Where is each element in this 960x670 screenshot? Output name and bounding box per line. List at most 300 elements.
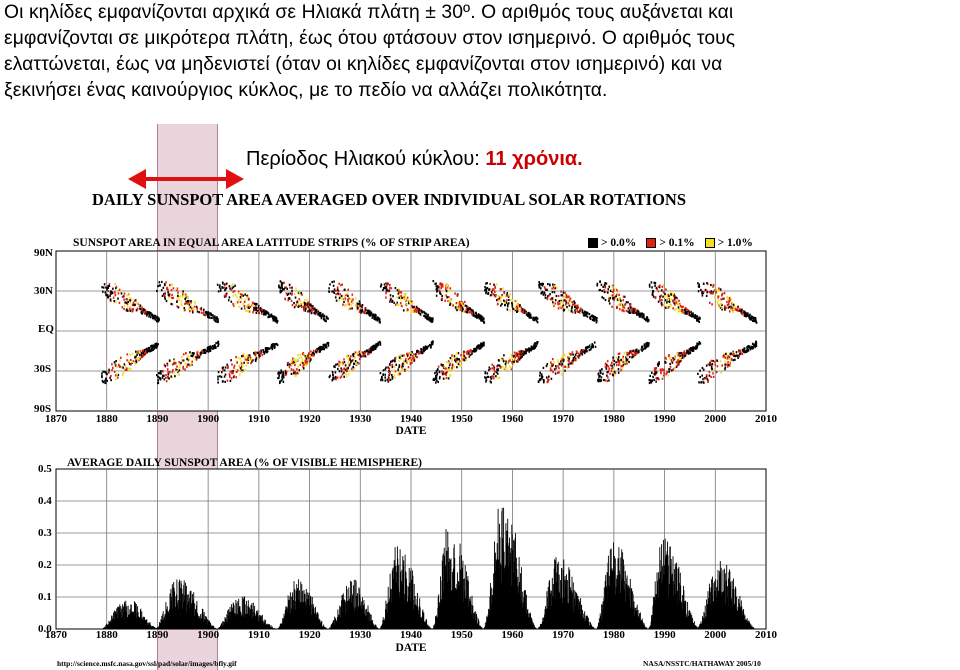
butterfly-cell bbox=[398, 304, 400, 306]
butterfly-cell bbox=[609, 286, 611, 288]
butterfly-cell bbox=[110, 379, 112, 381]
butterfly-cell bbox=[555, 302, 557, 304]
butterfly-cell bbox=[603, 379, 605, 381]
butterfly-cell bbox=[497, 368, 499, 370]
butterfly-cell bbox=[210, 346, 212, 348]
butterfly-cell bbox=[283, 376, 285, 378]
butterfly-cell bbox=[568, 360, 570, 362]
butterfly-cell bbox=[403, 309, 405, 311]
butterfly-cell bbox=[164, 378, 166, 380]
butterfly-cell bbox=[719, 307, 721, 309]
butterfly-cell bbox=[401, 305, 403, 307]
butterfly-cell bbox=[128, 360, 130, 362]
xaxis-tick-label: 1910 bbox=[247, 413, 270, 425]
butterfly-cell bbox=[225, 366, 227, 368]
butterfly-cell bbox=[111, 363, 113, 365]
butterfly-cell bbox=[521, 350, 523, 352]
butterfly-cell bbox=[115, 283, 117, 285]
butterfly-cell bbox=[208, 347, 210, 349]
butterfly-cell bbox=[309, 309, 311, 311]
butterfly-cell bbox=[242, 355, 244, 357]
butterfly-cell bbox=[224, 381, 226, 383]
cycle-period-value: 11 χρόνια. bbox=[485, 148, 583, 170]
butterfly-cell bbox=[191, 307, 193, 309]
butterfly-cell bbox=[217, 341, 219, 343]
butterfly-cell bbox=[362, 304, 364, 306]
butterfly-cell bbox=[476, 314, 478, 316]
area-plot-title: AVERAGE DAILY SUNSPOT AREA (% OF VISIBLE HEMISPHERE) bbox=[67, 457, 422, 469]
butterfly-cell bbox=[714, 364, 716, 366]
butterfly-cell bbox=[446, 284, 448, 286]
butterfly-cell bbox=[674, 356, 676, 358]
butterfly-cell bbox=[317, 313, 319, 315]
butterfly-cell bbox=[456, 352, 458, 354]
butterfly-cell bbox=[712, 292, 714, 294]
butterfly-cell bbox=[343, 376, 345, 378]
butterfly-cell bbox=[471, 309, 473, 311]
butterfly-cell bbox=[455, 358, 457, 360]
butterfly-cell bbox=[489, 283, 491, 285]
butterfly-cell bbox=[178, 306, 180, 308]
butterfly-cell bbox=[276, 318, 278, 320]
butterfly-cell bbox=[555, 365, 557, 367]
butterfly-cell bbox=[169, 284, 171, 286]
butterfly-cell bbox=[177, 295, 179, 297]
butterfly-cell bbox=[281, 282, 283, 284]
butterfly-cell bbox=[564, 370, 566, 372]
butterfly-cell bbox=[590, 316, 592, 318]
butterfly-cell bbox=[599, 379, 601, 381]
butterfly-cell bbox=[294, 306, 296, 308]
butterfly-cell bbox=[724, 292, 726, 294]
butterfly-cell bbox=[244, 307, 246, 309]
butterfly-cell bbox=[114, 371, 116, 373]
butterfly-cell bbox=[543, 367, 545, 369]
butterfly-cell bbox=[449, 375, 451, 377]
butterfly-cell bbox=[665, 299, 667, 301]
butterfly-cell bbox=[683, 356, 685, 358]
butterfly-cell bbox=[102, 291, 104, 293]
butterfly-cell bbox=[720, 303, 722, 305]
butterfly-cell bbox=[558, 307, 560, 309]
butterfly-cell bbox=[492, 367, 494, 369]
butterfly-cell bbox=[167, 289, 169, 291]
butterfly-cell bbox=[290, 292, 292, 294]
butterfly-cell bbox=[682, 357, 684, 359]
butterfly-cell bbox=[437, 369, 439, 371]
butterfly-cell bbox=[341, 284, 343, 286]
butterfly-cell bbox=[355, 351, 357, 353]
butterfly-cell bbox=[648, 342, 650, 344]
butterfly-cell bbox=[242, 365, 244, 367]
butterfly-cell bbox=[649, 284, 651, 286]
butterfly-cell bbox=[469, 308, 471, 310]
butterfly-cell bbox=[556, 367, 558, 369]
butterfly-cell bbox=[415, 310, 417, 312]
butterfly-cell bbox=[277, 320, 279, 322]
butterfly-cell bbox=[116, 286, 118, 288]
butterfly-cell bbox=[210, 350, 212, 352]
butterfly-cell bbox=[345, 294, 347, 296]
butterfly-cell bbox=[516, 300, 518, 302]
butterfly-cell bbox=[721, 294, 723, 296]
butterfly-cell bbox=[679, 360, 681, 362]
butterfly-cell bbox=[586, 350, 588, 352]
butterfly-cell bbox=[398, 289, 400, 291]
butterfly-cell bbox=[601, 368, 603, 370]
butterfly-cell bbox=[448, 362, 450, 364]
butterfly-cell bbox=[182, 359, 184, 361]
butterfly-cell bbox=[603, 297, 605, 299]
butterfly-cell bbox=[338, 361, 340, 363]
cycle-period-caption bbox=[246, 148, 583, 171]
butterfly-cell bbox=[678, 300, 680, 302]
butterfly-cell bbox=[272, 317, 274, 319]
butterfly-cell bbox=[511, 354, 513, 356]
butterfly-cell bbox=[469, 350, 471, 352]
butterfly-cell bbox=[463, 303, 465, 305]
butterfly-cell bbox=[141, 356, 143, 358]
butterfly-cell bbox=[490, 294, 492, 296]
butterfly-cell bbox=[672, 362, 674, 364]
butterfly-cell bbox=[119, 302, 121, 304]
butterfly-cell bbox=[234, 285, 236, 287]
butterfly-cell bbox=[101, 286, 103, 288]
butterfly-cell bbox=[608, 300, 610, 302]
butterfly-cell bbox=[125, 298, 127, 300]
butterfly-cell bbox=[197, 310, 199, 312]
butterfly-cell bbox=[398, 360, 400, 362]
butterfly-cell bbox=[260, 350, 262, 352]
butterfly-cell bbox=[730, 353, 732, 355]
butterfly-cell bbox=[135, 351, 137, 353]
butterfly-cell bbox=[115, 378, 117, 380]
butterfly-cell bbox=[412, 302, 414, 304]
butterfly-cell bbox=[550, 298, 552, 300]
butterfly-cell bbox=[677, 359, 679, 361]
butterfly-cell bbox=[734, 306, 736, 308]
butterfly-cell bbox=[676, 352, 678, 354]
butterfly-cell bbox=[156, 345, 158, 347]
butterfly-cell bbox=[211, 314, 213, 316]
butterfly-cell bbox=[252, 311, 254, 313]
butterfly-cell bbox=[178, 374, 180, 376]
butterfly-cell bbox=[670, 291, 672, 293]
butterfly-cell bbox=[281, 287, 283, 289]
butterfly-cell bbox=[301, 369, 303, 371]
butterfly-cell bbox=[629, 356, 631, 358]
butterfly-cell bbox=[600, 372, 602, 374]
butterfly-cell bbox=[661, 299, 663, 301]
butterfly-cell bbox=[339, 297, 341, 299]
butterfly-cell bbox=[589, 313, 591, 315]
butterfly-cell bbox=[718, 287, 720, 289]
butterfly-cell bbox=[279, 372, 281, 374]
butterfly-cell bbox=[729, 300, 731, 302]
butterfly-cell bbox=[703, 283, 705, 285]
butterfly-cell bbox=[637, 310, 639, 312]
butterfly-cell bbox=[727, 357, 729, 359]
butterfly-cell bbox=[616, 294, 618, 296]
butterfly-cell bbox=[411, 310, 413, 312]
butterfly-cell bbox=[663, 372, 665, 374]
butterfly-cell bbox=[405, 293, 407, 295]
butterfly-cell bbox=[117, 290, 119, 292]
butterfly-cell bbox=[368, 349, 370, 351]
butterfly-cell bbox=[293, 372, 295, 374]
butterfly-cell bbox=[714, 368, 716, 370]
butterfly-cell bbox=[436, 380, 438, 382]
butterfly-cell bbox=[212, 345, 214, 347]
butterfly-cell bbox=[490, 380, 492, 382]
butterfly-cell bbox=[335, 293, 337, 295]
butterfly-cell bbox=[553, 287, 555, 289]
butterfly-cell bbox=[329, 376, 331, 378]
butterfly-cell bbox=[113, 300, 115, 302]
butterfly-cell bbox=[260, 307, 262, 309]
butterfly-cell bbox=[214, 316, 216, 318]
butterfly-cell bbox=[557, 359, 559, 361]
butterfly-cell bbox=[698, 284, 700, 286]
butterfly-cell bbox=[572, 360, 574, 362]
butterfly-cell bbox=[354, 363, 356, 365]
butterfly-cell bbox=[404, 370, 406, 372]
butterfly-cell bbox=[256, 303, 258, 305]
butterfly-cell bbox=[143, 311, 145, 313]
butterfly-cell bbox=[552, 284, 554, 286]
butterfly-cell bbox=[336, 376, 338, 378]
butterfly-cell bbox=[126, 309, 128, 311]
butterfly-cell bbox=[101, 373, 103, 375]
butterfly-cell bbox=[654, 373, 656, 375]
butterfly-cell bbox=[445, 374, 447, 376]
butterfly-cell bbox=[352, 294, 354, 296]
butterfly-cell bbox=[666, 301, 668, 303]
butterfly-cell bbox=[450, 287, 452, 289]
butterfly-cell bbox=[170, 375, 172, 377]
butterfly-cell bbox=[132, 304, 134, 306]
butterfly-cell bbox=[485, 283, 487, 285]
butterfly-cell bbox=[406, 353, 408, 355]
butterfly-cell bbox=[129, 308, 131, 310]
butterfly-cell bbox=[626, 359, 628, 361]
butterfly-cell bbox=[336, 300, 338, 302]
xaxis-tick-label: 1920 bbox=[298, 413, 321, 425]
butterfly-cell bbox=[621, 309, 623, 311]
butterfly-cell bbox=[436, 371, 438, 373]
butterfly-cell bbox=[333, 285, 335, 287]
butterfly-cell bbox=[440, 293, 442, 295]
butterfly-cell bbox=[134, 300, 136, 302]
butterfly-cell bbox=[228, 299, 230, 301]
butterfly-cell bbox=[473, 314, 475, 316]
butterfly-cell bbox=[347, 303, 349, 305]
butterfly-cell bbox=[310, 358, 312, 360]
butterfly-cell bbox=[217, 381, 219, 383]
butterfly-cell bbox=[291, 360, 293, 362]
butterfly-cell bbox=[109, 295, 111, 297]
butterfly-cell bbox=[594, 341, 596, 343]
butterfly-cell bbox=[303, 308, 305, 310]
butterfly-cell bbox=[557, 372, 559, 374]
butterfly-cell bbox=[155, 319, 157, 321]
xaxis-tick-label: 1880 bbox=[95, 413, 118, 425]
butterfly-cell bbox=[229, 376, 231, 378]
butterfly-cell bbox=[684, 312, 686, 314]
butterfly-cell bbox=[124, 293, 126, 295]
butterfly-cell bbox=[301, 357, 303, 359]
butterfly-cell bbox=[344, 296, 346, 298]
butterfly-cell bbox=[548, 376, 550, 378]
butterfly-cell bbox=[172, 369, 174, 371]
butterfly-cell bbox=[350, 355, 352, 357]
butterfly-cell bbox=[598, 378, 600, 380]
butterfly-cell bbox=[348, 360, 350, 362]
butterfly-cell bbox=[539, 286, 541, 288]
butterfly-cell bbox=[710, 376, 712, 378]
butterfly-cell bbox=[563, 309, 565, 311]
butterfly-cell bbox=[146, 348, 148, 350]
butterfly-cell bbox=[736, 351, 738, 353]
butterfly-cell bbox=[739, 308, 741, 310]
butterfly-cell bbox=[465, 359, 467, 361]
butterfly-cell bbox=[214, 344, 216, 346]
butterfly-cell bbox=[655, 368, 657, 370]
butterfly-cell bbox=[496, 371, 498, 373]
butterfly-cell bbox=[552, 371, 554, 373]
butterfly-cell bbox=[357, 307, 359, 309]
butterfly-cell bbox=[159, 284, 161, 286]
butterfly-cell bbox=[390, 379, 392, 381]
butterfly-cell bbox=[443, 378, 445, 380]
butterfly-cell bbox=[529, 314, 531, 316]
butterfly-cell bbox=[208, 351, 210, 353]
butterfly-cell bbox=[513, 363, 515, 365]
butterfly-cell bbox=[295, 297, 297, 299]
butterfly-cell bbox=[304, 302, 306, 304]
butterfly-cell bbox=[453, 366, 455, 368]
butterfly-cell bbox=[682, 352, 684, 354]
butterfly-cell bbox=[666, 371, 668, 373]
butterfly-cell bbox=[696, 315, 698, 317]
butterfly-cell bbox=[238, 365, 240, 367]
butterfly-cell bbox=[113, 297, 115, 299]
butterfly-cell bbox=[535, 318, 537, 320]
butterfly-cell bbox=[663, 304, 665, 306]
butterfly-cell bbox=[607, 360, 609, 362]
butterfly-cell bbox=[504, 292, 506, 294]
butterfly-cell bbox=[501, 359, 503, 361]
butterfly-cell bbox=[288, 362, 290, 364]
butterfly-cell bbox=[755, 341, 757, 343]
butterfly-cell bbox=[385, 297, 387, 299]
butterfly-cell bbox=[405, 358, 407, 360]
butterfly-cell bbox=[395, 364, 397, 366]
legend-label-mid: > 0.1% bbox=[659, 237, 695, 249]
butterfly-cell bbox=[171, 297, 173, 299]
butterfly-cell bbox=[325, 345, 327, 347]
butterfly-cell bbox=[662, 304, 664, 306]
butterfly-cell bbox=[111, 293, 113, 295]
butterfly-cell bbox=[392, 295, 394, 297]
butterfly-cell bbox=[552, 291, 554, 293]
butterfly-cell bbox=[606, 380, 608, 382]
butterfly-cell bbox=[630, 306, 632, 308]
butterfly-cell bbox=[334, 288, 336, 290]
butterfly-cell bbox=[662, 286, 664, 288]
butterfly-cell bbox=[419, 313, 421, 315]
butterfly-cell bbox=[161, 281, 163, 283]
butterfly-cell bbox=[559, 303, 561, 305]
butterfly-cell bbox=[461, 302, 463, 304]
butterfly-cell bbox=[387, 379, 389, 381]
butterfly-cell bbox=[539, 372, 541, 374]
butterfly-cell bbox=[389, 287, 391, 289]
butterfly-cell bbox=[171, 289, 173, 291]
butterfly-cell bbox=[467, 306, 469, 308]
butterfly-cell bbox=[302, 353, 304, 355]
butterfly-cell bbox=[685, 353, 687, 355]
butterfly-cell bbox=[497, 303, 499, 305]
butterfly-cell bbox=[518, 309, 520, 311]
butterfly-cell bbox=[361, 310, 363, 312]
cycle-number-label: 12 bbox=[126, 618, 137, 629]
butterfly-cell bbox=[616, 364, 618, 366]
butterfly-cell bbox=[679, 357, 681, 359]
butterfly-cell bbox=[608, 368, 610, 370]
butterfly-cell bbox=[196, 307, 198, 309]
butterfly-cell bbox=[660, 372, 662, 374]
butterfly-cell bbox=[306, 299, 308, 301]
butterfly-cell bbox=[300, 292, 302, 294]
butterfly-cell bbox=[743, 347, 745, 349]
butterfly-cell bbox=[361, 306, 363, 308]
butterfly-cell bbox=[172, 363, 174, 365]
butterfly-cell bbox=[540, 378, 542, 380]
butterfly-cell bbox=[680, 309, 682, 311]
xaxis-tick-label: 1930 bbox=[349, 413, 372, 425]
butterfly-cell bbox=[449, 363, 451, 365]
butterfly-cell bbox=[348, 303, 350, 305]
butterfly-cell bbox=[617, 361, 619, 363]
butterfly-cell bbox=[439, 289, 441, 291]
butterfly-cell bbox=[547, 380, 549, 382]
butterfly-cell bbox=[238, 299, 240, 301]
butterfly-cell bbox=[359, 311, 361, 313]
butterfly-cell bbox=[517, 307, 519, 309]
butterfly-cell bbox=[658, 286, 660, 288]
butterfly-cell bbox=[394, 369, 396, 371]
butterfly-cell bbox=[165, 377, 167, 379]
butterfly-cell bbox=[164, 284, 166, 286]
butterfly-cell bbox=[486, 287, 488, 289]
butterfly-cell bbox=[392, 364, 394, 366]
butterfly-cell bbox=[276, 343, 278, 345]
butterfly-cell bbox=[668, 294, 670, 296]
butterfly-cell bbox=[167, 364, 169, 366]
butterfly-cell bbox=[515, 308, 517, 310]
butterfly-cell bbox=[392, 366, 394, 368]
butterfly-cell bbox=[232, 372, 234, 374]
butterfly-cell bbox=[300, 354, 302, 356]
butterfly-cell bbox=[652, 291, 654, 293]
cycle-number-label: 13 bbox=[183, 618, 194, 629]
butterfly-cell bbox=[359, 300, 361, 302]
butterfly-cell bbox=[510, 299, 512, 301]
butterfly-cell bbox=[611, 365, 613, 367]
butterfly-cell bbox=[181, 300, 183, 302]
butterfly-cell bbox=[226, 294, 228, 296]
